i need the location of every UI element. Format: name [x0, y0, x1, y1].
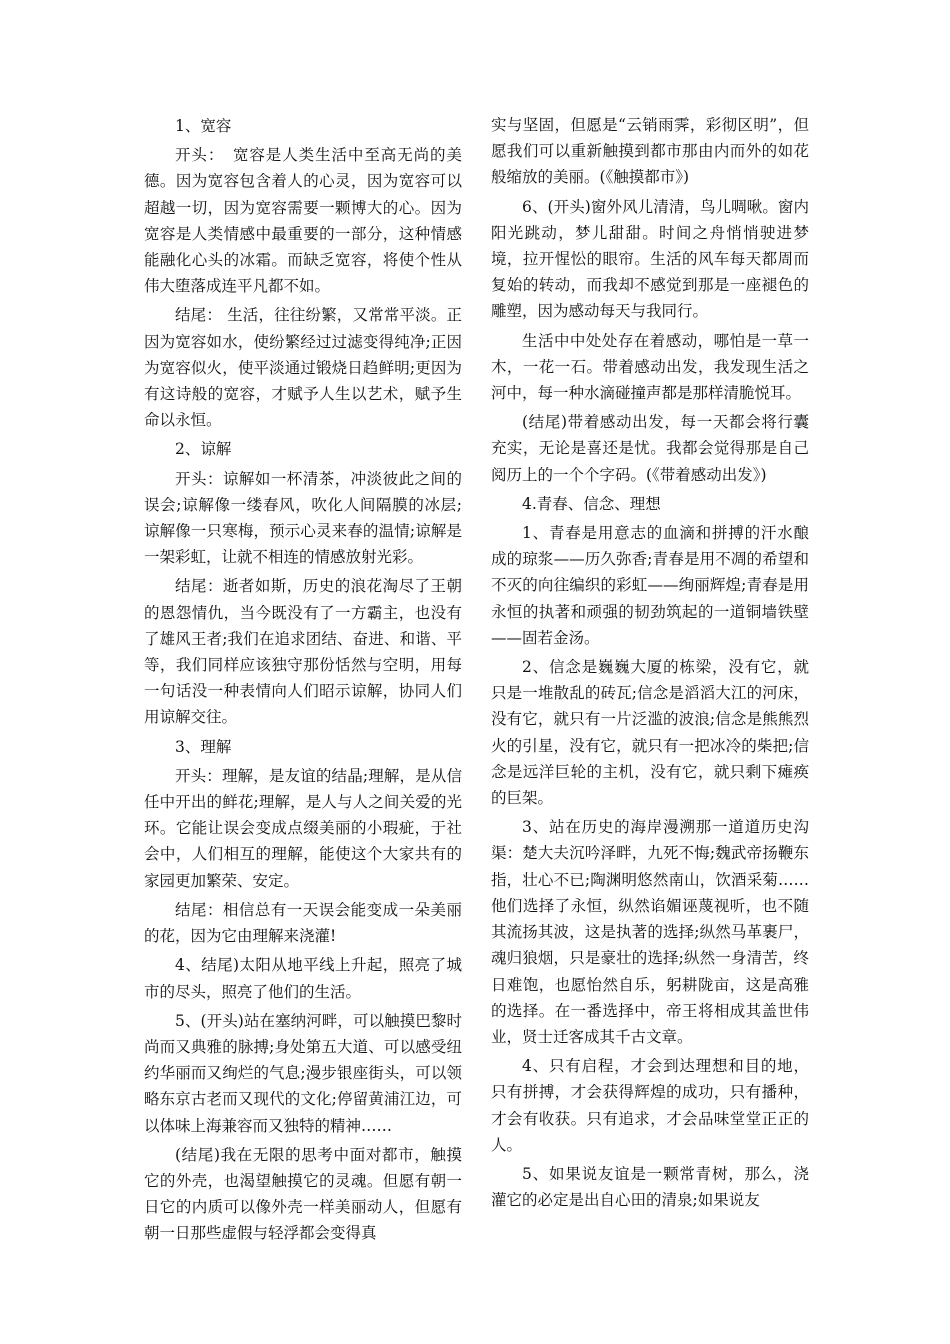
faith-paragraph-2: 2、信念是巍巍大厦的栋梁，没有它，就只是一堆散乱的砖瓦;信念是滔滔大江的河床，没有它，就只有一片泛滥的波浪;信念是熊熊烈火的引星，没有它，就只有一把冰冷的柴把;信念是远洋巨轮的主机，没有它，就只剩下瘫痪的巨架。	[491, 658, 809, 808]
opening-label: 开头：	[175, 146, 217, 165]
comprehension-ending: 结尾：相信总有一天误会能变成一朵美丽的花，因为它由理解来浇灌!	[144, 900, 462, 946]
friendship-paragraph-5: 5、如果说友谊是一颗常青树，那么，浇灌它的必定是出自心田的清泉;如果说友	[491, 1164, 809, 1210]
comprehension-opening: 开头：理解，是友谊的结晶;理解，是从信任中开出的鲜花;理解，是人与人之间关爱的光环。它能让误会变成点缀美丽的小瑕疵，于社会中，人们相互的理解，能使这个大家共有的家园更加繁荣、安定。	[144, 766, 462, 890]
forgiveness-ending: 结尾：逝者如斯，历史的浪花淘尽了王朝的恩怨情仇，当今既没有了一方霸主，也没有了雄风王者;我们在追求团结、奋进、和谐、平等，我们同样应该独守那份恬然与空明，用每一句话没一种表情向人们昭示谅解，协同人们用谅解交往。	[144, 577, 462, 727]
paragraph-6-middle: 生活中中处处存在着感动，哪怕是一草一木，一花一石。带着感动出发，我发现生活之河中，每一种水滴碰撞声都是那样清脆悦耳。	[491, 331, 809, 403]
section-heading-tolerance: 1、宽容	[175, 117, 232, 135]
journey-paragraph-4: 4、只有启程，才会到达理想和目的地，只有拼搏，才会获得辉煌的成功，只有播种，才会有收获。只有追求，才会品味堂堂正正的人。	[491, 1057, 809, 1154]
tolerance-ending	[144, 302, 462, 433]
ending-label: 结尾：	[175, 306, 223, 325]
paragraph-5-ending: (结尾)我在无限的思考中面对都市，触摸它的外壳，也渴望触摸它的灵魂。但愿有朝一日它的内质可以像外壳一样美丽动人，但愿有朝一日那些虚假与轻浮都会变得真	[144, 1145, 462, 1243]
youth-paragraph-1: 1、青春是用意志的血滴和拼搏的汗水酿成的琼浆——历久弥香;青春是用不凋的希望和不灭的向往编织的彩虹——绚丽辉煌;青春是用永恒的执著和顽强的韧劲筑起的一道铜墙铁壁——固若金汤。	[491, 524, 809, 647]
paragraph-5-ending-continued: 实与坚固，但愿是“云销雨霁，彩彻区明”，但愿我们可以重新触摸到都市那由内而外的如花般缩放的美丽。(《触摸都市》)	[491, 116, 809, 187]
section-heading-comprehension: 3、理解	[175, 737, 232, 756]
tolerance-opening	[144, 142, 462, 299]
section-heading-youth-faith-ideals: 4.青春、信念、理想	[522, 494, 661, 513]
opening-text: 宽容是人类生活中至高无尚的美德。因为宽容包含着人的心灵，因为宽容可以超越一切，因为宽容需要一颗博大的心。因为宽容是人类情感中最重要的一部分，这种情感能融化心头的冰霜。而缺乏宽容，将使个性从伟大堕落成连平凡都不如。	[144, 146, 462, 296]
paragraph-5-opening: 5、(开头)站在塞纳河畔，可以触摸巴黎时尚而又典雅的脉搏;身处第五大道、可以感受纽约华丽而又绚烂的气息;漫步银座街头，可以领略东京古老而又现代的文化;停留黄浦江边，可以体味上海兼容而又独特的精神……	[144, 1011, 462, 1135]
left-column	[144, 112, 462, 1250]
history-paragraph-3: 3、站在历史的海岸漫溯那一道道历史沟渠：楚大夫沉吟泽畔，九死不悔;魏武帝扬鞭东指，壮心不已;陶渊明悠然南山，饮酒采菊……他们选择了永恒，纵然谄媚诬蔑视听，也不随其流扬其波，这是执著的选择;纵然马革裹尸，魂归狼烟，只是豪壮的选择;纵然一身清苦，终日难饱，也愿怡然自乐，躬耕陇亩，这是高雅的选择。在一番选择中，帝王将相成其盖世伟业，贤士迁客成其千古文章。	[491, 818, 809, 1046]
forgiveness-opening: 开头：谅解如一杯清茶，冲淡彼此之间的误会;谅解像一缕春风，吹化人间隔膜的冰层;谅解像一只寒梅，预示心灵来春的温情;谅解是一架彩虹，让就不相连的情感放射光彩。	[144, 469, 462, 567]
paragraph-4: 4、结尾)太阳从地平线上升起，照亮了城市的尽头，照亮了他们的生活。	[144, 956, 462, 1001]
ending-text: 生活，往往纷繁，又常常平淡。正因为宽容如水，使纷繁经过过滤变得纯净;正因为宽容似火，使平淡通过锻烧日趋鲜明;更因为有这诗般的宽容，才赋予人生以艺术，赋予生命以永恒。	[144, 306, 462, 430]
section-heading-understanding: 2、谅解	[175, 440, 232, 459]
paragraph-6-ending: (结尾)带着感动出发，每一天都会将行囊充实，无论是喜还是忧。我都会觉得那是自己阅历上的一个个字码。(《带着感动出发》)	[491, 413, 809, 484]
right-column	[491, 112, 809, 1216]
paragraph-6-opening: 6、(开头)窗外风儿清清，鸟儿啁啾。窗内阳光跳动，梦儿甜甜。时间之舟悄悄驶进梦境，拉开惺忪的眼帘。生活的风车每天都周而复始的转动，而我却不感觉到那是一座褪色的雕塑，因为感动每天与我同行。	[491, 197, 809, 321]
